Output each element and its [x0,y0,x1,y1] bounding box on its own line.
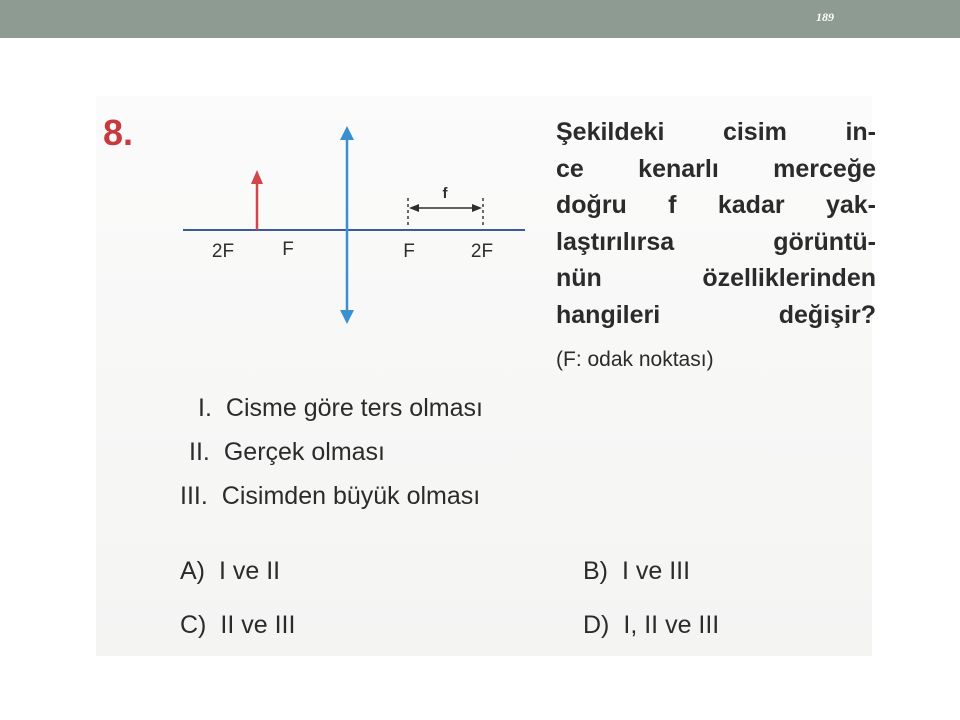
question-number: 8. [103,112,134,153]
option-text: II ve III [220,611,296,639]
axis-label-f-right: F [403,241,415,262]
option-a[interactable] [180,557,280,586]
option-letter: D) [583,611,610,639]
statement-roman: III. [180,482,208,510]
question-line: Şekildeki cisim in- [556,118,876,146]
question-line: ce kenarlı merceğe [556,154,876,183]
question-line: nün özelliklerinden [556,264,876,292]
object-arrow [251,170,263,230]
statement-roman: II. [189,438,210,466]
statement-text: Cisimden büyük olması [221,482,481,510]
lens-arrow-top-icon [340,126,354,140]
statement-roman: I. [198,394,212,422]
axis-label-2f-left: 2F [211,241,235,262]
option-text: I ve II [219,557,281,585]
statement-text: Gerçek olması [223,438,386,466]
lens-diagram [175,120,535,330]
option-b[interactable] [583,557,690,586]
option-letter: A) [180,557,205,585]
question-line: hangileri değişir? [556,300,876,329]
statement-2 [189,438,385,472]
option-letter: C) [180,611,207,639]
statement-1 [198,394,483,428]
axis-label-f-left: F [282,239,294,260]
question-text [556,114,876,333]
question-line: doğru f kadar yak- [556,191,876,219]
statement-text: Cisme göre ters olması [225,394,483,422]
axis-label-2f-right: 2F [470,241,494,262]
focal-distance-label: f [442,185,448,202]
option-d[interactable] [583,611,719,640]
focal-point-note: (F: odak noktası) [556,348,714,371]
slide-header-bar [0,0,960,38]
thin-lens [340,126,354,324]
option-letter: B) [583,557,608,585]
lens-arrow-bottom-icon [340,310,354,324]
option-text: I ve III [622,557,691,585]
page-number: 189 [816,10,834,24]
option-text: I, II ve III [623,611,720,639]
focal-distance-marker [408,198,483,228]
statement-3 [180,482,480,516]
question-line: laştırılırsa görüntü- [556,227,876,256]
option-c[interactable] [180,611,295,640]
